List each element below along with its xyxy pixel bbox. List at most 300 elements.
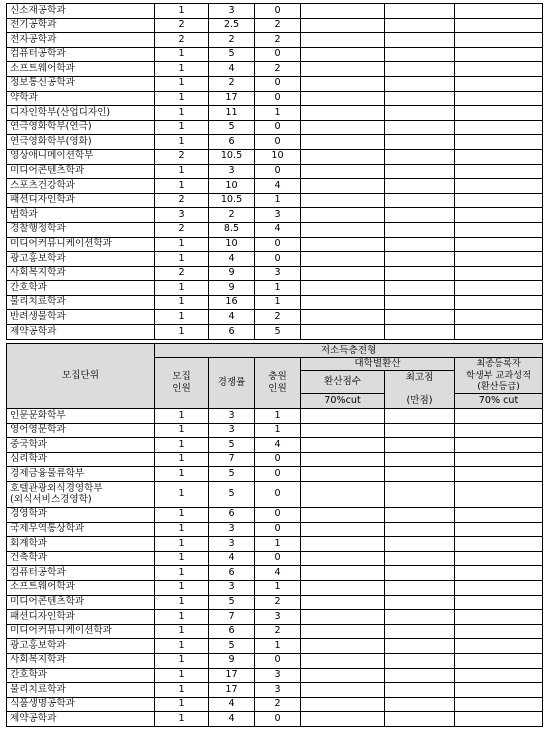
table-row <box>7 624 543 639</box>
additional-count: 2 <box>255 33 301 48</box>
recruit-count: 3 <box>155 208 209 223</box>
competition-ratio: 4 <box>209 712 255 727</box>
final-cut-cell <box>455 712 543 727</box>
max-score-cell <box>385 47 455 62</box>
final-cut-cell <box>455 697 543 712</box>
recruit-count: 1 <box>155 295 209 310</box>
competition-ratio: 5 <box>209 481 255 507</box>
max-score-cell <box>385 683 455 698</box>
department-name: 연극영화학부(영화) <box>7 135 155 150</box>
final-cut-cell <box>455 452 543 467</box>
final-cut-cell <box>455 653 543 668</box>
max-score-cell <box>385 295 455 310</box>
final-cut-cell <box>455 91 543 106</box>
converted-score-cell <box>301 47 385 62</box>
competition-ratio: 3 <box>209 4 255 19</box>
recruit-count: 1 <box>155 537 209 552</box>
max-score-cell <box>385 120 455 135</box>
header-unit: 모집단위 <box>7 344 155 409</box>
table-row <box>7 106 543 121</box>
competition-ratio: 9 <box>209 281 255 296</box>
max-score-cell <box>385 106 455 121</box>
department-name: 패션디자인학과 <box>7 193 155 208</box>
table-row <box>7 222 543 237</box>
converted-score-cell <box>301 295 385 310</box>
converted-score-cell <box>301 537 385 552</box>
max-score-cell <box>385 712 455 727</box>
department-name: 패션디자인학과 <box>7 610 155 625</box>
top-admissions-table <box>6 3 543 340</box>
table-row <box>7 237 543 252</box>
converted-score-cell <box>301 106 385 121</box>
additional-count: 2 <box>255 18 301 33</box>
competition-ratio: 5 <box>209 467 255 482</box>
table-row <box>7 310 543 325</box>
table-row <box>7 135 543 150</box>
additional-count: 1 <box>255 537 301 552</box>
converted-score-cell <box>301 33 385 48</box>
final-cut-cell <box>455 325 543 340</box>
max-score-cell <box>385 193 455 208</box>
table-row <box>7 522 543 537</box>
final-cut-cell <box>455 551 543 566</box>
competition-ratio: 6 <box>209 624 255 639</box>
low-income-admissions-table <box>6 343 543 727</box>
recruit-count: 1 <box>155 438 209 453</box>
recruit-count: 1 <box>155 310 209 325</box>
competition-ratio: 5 <box>209 639 255 654</box>
max-score-cell <box>385 507 455 522</box>
converted-score-cell <box>301 683 385 698</box>
competition-ratio: 11 <box>209 106 255 121</box>
additional-count: 0 <box>255 452 301 467</box>
final-cut-cell <box>455 237 543 252</box>
header-group: 저소득층전형 <box>155 344 543 358</box>
department-name: 경영학과 <box>7 507 155 522</box>
additional-count: 1 <box>255 193 301 208</box>
final-cut-cell <box>455 310 543 325</box>
additional-count: 1 <box>255 106 301 121</box>
department-name: 간호학과 <box>7 281 155 296</box>
additional-count: 0 <box>255 164 301 179</box>
competition-ratio: 9 <box>209 266 255 281</box>
final-cut-cell <box>455 683 543 698</box>
converted-score-cell <box>301 551 385 566</box>
department-name: 미디어커뮤니케이션학과 <box>7 237 155 252</box>
department-name: 사회복지학과 <box>7 266 155 281</box>
competition-ratio: 6 <box>209 135 255 150</box>
table-row <box>7 4 543 19</box>
converted-score-cell <box>301 522 385 537</box>
recruit-count: 1 <box>155 423 209 438</box>
competition-ratio: 17 <box>209 668 255 683</box>
additional-count: 0 <box>255 551 301 566</box>
department-name: 제약공학과 <box>7 712 155 727</box>
max-score-cell <box>385 481 455 507</box>
max-score-cell <box>385 18 455 33</box>
competition-ratio: 5 <box>209 438 255 453</box>
header-max-score <box>385 371 455 409</box>
additional-count: 1 <box>255 423 301 438</box>
max-score-cell <box>385 537 455 552</box>
additional-count: 4 <box>255 566 301 581</box>
final-cut-cell <box>455 33 543 48</box>
recruit-count: 2 <box>155 266 209 281</box>
department-name: 소프트웨어학과 <box>7 62 155 77</box>
competition-ratio: 3 <box>209 537 255 552</box>
final-cut-cell <box>455 164 543 179</box>
converted-score-cell <box>301 62 385 77</box>
competition-ratio: 2 <box>209 208 255 223</box>
converted-score-cell <box>301 481 385 507</box>
department-name: 미디어콘텐츠학과 <box>7 595 155 610</box>
recruit-count: 2 <box>155 18 209 33</box>
recruit-count: 1 <box>155 580 209 595</box>
additional-count: 0 <box>255 653 301 668</box>
table-row <box>7 252 543 267</box>
converted-score-cell <box>301 452 385 467</box>
additional-count: 0 <box>255 47 301 62</box>
max-score-cell <box>385 33 455 48</box>
competition-ratio: 4 <box>209 62 255 77</box>
recruit-count: 2 <box>155 33 209 48</box>
converted-score-cell <box>301 208 385 223</box>
competition-ratio: 8.5 <box>209 222 255 237</box>
department-name: 영상애니메이션학부 <box>7 149 155 164</box>
converted-score-cell <box>301 237 385 252</box>
max-score-cell <box>385 438 455 453</box>
recruit-count: 1 <box>155 522 209 537</box>
max-score-cell <box>385 610 455 625</box>
table-row <box>7 507 543 522</box>
additional-count: 0 <box>255 507 301 522</box>
competition-ratio: 7 <box>209 610 255 625</box>
max-score-cell <box>385 4 455 19</box>
recruit-count: 1 <box>155 566 209 581</box>
recruit-count: 1 <box>155 712 209 727</box>
competition-ratio: 2.5 <box>209 18 255 33</box>
department-name: 국제무역통상학과 <box>7 522 155 537</box>
additional-count: 1 <box>255 281 301 296</box>
final-cut-cell <box>455 467 543 482</box>
competition-ratio: 17 <box>209 91 255 106</box>
final-cut-cell <box>455 18 543 33</box>
converted-score-cell <box>301 135 385 150</box>
max-score-cell <box>385 76 455 91</box>
additional-count: 3 <box>255 668 301 683</box>
table-row <box>7 697 543 712</box>
recruit-count: 1 <box>155 106 209 121</box>
additional-count: 3 <box>255 208 301 223</box>
converted-score-cell <box>301 222 385 237</box>
table-row <box>7 683 543 698</box>
table-row <box>7 33 543 48</box>
table-row <box>7 193 543 208</box>
additional-count: 0 <box>255 91 301 106</box>
table-row <box>7 76 543 91</box>
final-cut-cell <box>455 149 543 164</box>
final-cut-cell <box>455 193 543 208</box>
converted-score-cell <box>301 164 385 179</box>
recruit-count: 1 <box>155 47 209 62</box>
competition-ratio: 5 <box>209 595 255 610</box>
final-cut-cell <box>455 580 543 595</box>
department-name: 약학과 <box>7 91 155 106</box>
additional-count: 0 <box>255 712 301 727</box>
header-recruit: 모집 인원 <box>155 358 209 409</box>
final-cut-cell <box>455 222 543 237</box>
recruit-count: 1 <box>155 281 209 296</box>
recruit-count: 1 <box>155 653 209 668</box>
additional-count: 0 <box>255 522 301 537</box>
recruit-count: 2 <box>155 193 209 208</box>
table-row <box>7 281 543 296</box>
department-name: 간호학과 <box>7 668 155 683</box>
final-cut-cell <box>455 639 543 654</box>
recruit-count: 1 <box>155 610 209 625</box>
additional-count: 1 <box>255 295 301 310</box>
department-name: 심리학과 <box>7 452 155 467</box>
additional-count: 3 <box>255 610 301 625</box>
table-row <box>7 551 543 566</box>
converted-score-cell <box>301 266 385 281</box>
department-name: 미디어콘텐츠학과 <box>7 164 155 179</box>
department-name: 경찰행정학과 <box>7 222 155 237</box>
recruit-count: 1 <box>155 481 209 507</box>
recruit-count: 1 <box>155 237 209 252</box>
competition-ratio: 9 <box>209 653 255 668</box>
converted-score-cell <box>301 252 385 267</box>
converted-score-cell <box>301 639 385 654</box>
final-cut-cell <box>455 252 543 267</box>
additional-count: 3 <box>255 683 301 698</box>
converted-score-cell <box>301 423 385 438</box>
recruit-count: 1 <box>155 507 209 522</box>
department-name: 스포츠건강학과 <box>7 179 155 194</box>
converted-score-cell <box>301 653 385 668</box>
recruit-count: 1 <box>155 164 209 179</box>
competition-ratio: 6 <box>209 507 255 522</box>
department-name: 신소재공학과 <box>7 4 155 19</box>
recruit-count: 2 <box>155 222 209 237</box>
max-score-cell <box>385 639 455 654</box>
max-score-cell <box>385 91 455 106</box>
max-score-cell <box>385 409 455 424</box>
final-cut-cell <box>455 409 543 424</box>
max-score-cell <box>385 222 455 237</box>
final-cut-cell <box>455 106 543 121</box>
max-score-cell <box>385 595 455 610</box>
max-score-cell <box>385 624 455 639</box>
converted-score-cell <box>301 18 385 33</box>
final-cut-cell <box>455 566 543 581</box>
competition-ratio: 2 <box>209 76 255 91</box>
table-row <box>7 164 543 179</box>
converted-score-cell <box>301 120 385 135</box>
recruit-count: 1 <box>155 595 209 610</box>
competition-ratio: 3 <box>209 409 255 424</box>
converted-score-cell <box>301 310 385 325</box>
header-max-score-label: 최고점 <box>405 371 434 383</box>
additional-count: 1 <box>255 580 301 595</box>
department-name: 사회복지학과 <box>7 653 155 668</box>
department-name: 컴퓨터공학과 <box>7 566 155 581</box>
final-cut-cell <box>455 423 543 438</box>
department-name: 광고홍보학과 <box>7 639 155 654</box>
converted-score-cell <box>301 281 385 296</box>
max-score-cell <box>385 580 455 595</box>
department-name: 건축학과 <box>7 551 155 566</box>
table-row <box>7 423 543 438</box>
recruit-count: 1 <box>155 4 209 19</box>
max-score-cell <box>385 452 455 467</box>
additional-count: 0 <box>255 252 301 267</box>
converted-score-cell <box>301 4 385 19</box>
additional-count: 2 <box>255 595 301 610</box>
recruit-count: 1 <box>155 668 209 683</box>
recruit-count: 1 <box>155 120 209 135</box>
competition-ratio: 10 <box>209 237 255 252</box>
max-score-cell <box>385 135 455 150</box>
table-row <box>7 47 543 62</box>
final-cut-cell <box>455 76 543 91</box>
department-name: 법학과 <box>7 208 155 223</box>
recruit-count: 1 <box>155 452 209 467</box>
competition-ratio: 17 <box>209 683 255 698</box>
recruit-count: 1 <box>155 76 209 91</box>
header-added: 충원 인원 <box>255 358 301 409</box>
final-cut-cell <box>455 610 543 625</box>
additional-count: 0 <box>255 120 301 135</box>
additional-count: 2 <box>255 624 301 639</box>
department-name: 영어영문학과 <box>7 423 155 438</box>
final-cut-cell <box>455 595 543 610</box>
table-header <box>7 344 543 409</box>
table-row <box>7 481 543 507</box>
final-cut-cell <box>455 537 543 552</box>
competition-ratio: 6 <box>209 566 255 581</box>
recruit-count: 1 <box>155 551 209 566</box>
table-row <box>7 566 543 581</box>
final-cut-cell <box>455 4 543 19</box>
recruit-count: 1 <box>155 624 209 639</box>
recruit-count: 1 <box>155 467 209 482</box>
table-row <box>7 668 543 683</box>
converted-score-cell <box>301 325 385 340</box>
competition-ratio: 5 <box>209 47 255 62</box>
max-score-cell <box>385 237 455 252</box>
max-score-cell <box>385 423 455 438</box>
recruit-count: 1 <box>155 325 209 340</box>
converted-score-cell <box>301 697 385 712</box>
header-cut70: 70%cut <box>301 394 385 409</box>
final-cut-cell <box>455 266 543 281</box>
department-name: 중국학과 <box>7 438 155 453</box>
additional-count: 0 <box>255 467 301 482</box>
header-ratio: 경쟁률 <box>209 358 255 409</box>
header-max-score-sub: (만점) <box>406 395 433 407</box>
table-row <box>7 149 543 164</box>
department-name: 전자공학과 <box>7 33 155 48</box>
department-name: 연극영화학부(연극) <box>7 120 155 135</box>
final-cut-cell <box>455 281 543 296</box>
department-name: 광고홍보학과 <box>7 252 155 267</box>
converted-score-cell <box>301 507 385 522</box>
final-cut-cell <box>455 62 543 77</box>
table-row <box>7 438 543 453</box>
additional-count: 0 <box>255 135 301 150</box>
header-converted-score: 환산점수 <box>301 371 385 394</box>
table-row <box>7 62 543 77</box>
competition-ratio: 7 <box>209 452 255 467</box>
additional-count: 5 <box>255 325 301 340</box>
table-row <box>7 452 543 467</box>
converted-score-cell <box>301 712 385 727</box>
competition-ratio: 3 <box>209 522 255 537</box>
table-row <box>7 467 543 482</box>
recruit-count: 1 <box>155 62 209 77</box>
table-row <box>7 120 543 135</box>
department-name: 컴퓨터공학과 <box>7 47 155 62</box>
additional-count: 1 <box>255 639 301 654</box>
table-row <box>7 179 543 194</box>
max-score-cell <box>385 697 455 712</box>
converted-score-cell <box>301 438 385 453</box>
max-score-cell <box>385 325 455 340</box>
competition-ratio: 10.5 <box>209 193 255 208</box>
competition-ratio: 3 <box>209 423 255 438</box>
department-name: 미디어커뮤니케이션학과 <box>7 624 155 639</box>
department-name: 인문문화학부 <box>7 409 155 424</box>
max-score-cell <box>385 668 455 683</box>
final-cut-cell <box>455 179 543 194</box>
converted-score-cell <box>301 76 385 91</box>
table-row <box>7 639 543 654</box>
recruit-count: 1 <box>155 683 209 698</box>
max-score-cell <box>385 266 455 281</box>
converted-score-cell <box>301 91 385 106</box>
table-row <box>7 712 543 727</box>
max-score-cell <box>385 551 455 566</box>
table-row <box>7 409 543 424</box>
department-name: 물리치료학과 <box>7 295 155 310</box>
final-cut-cell <box>455 208 543 223</box>
additional-count: 3 <box>255 266 301 281</box>
max-score-cell <box>385 62 455 77</box>
max-score-cell <box>385 467 455 482</box>
max-score-cell <box>385 252 455 267</box>
converted-score-cell <box>301 595 385 610</box>
competition-ratio: 4 <box>209 310 255 325</box>
competition-ratio: 3 <box>209 580 255 595</box>
converted-score-cell <box>301 566 385 581</box>
additional-count: 2 <box>255 697 301 712</box>
table-row <box>7 18 543 33</box>
max-score-cell <box>385 164 455 179</box>
final-cut-cell <box>455 47 543 62</box>
final-cut-cell <box>455 522 543 537</box>
additional-count: 4 <box>255 179 301 194</box>
max-score-cell <box>385 522 455 537</box>
competition-ratio: 10 <box>209 179 255 194</box>
additional-count: 2 <box>255 310 301 325</box>
recruit-count: 2 <box>155 149 209 164</box>
competition-ratio: 10.5 <box>209 149 255 164</box>
recruit-count: 1 <box>155 179 209 194</box>
department-name: 물리치료학과 <box>7 683 155 698</box>
department-name: 전기공학과 <box>7 18 155 33</box>
final-cut-cell <box>455 295 543 310</box>
